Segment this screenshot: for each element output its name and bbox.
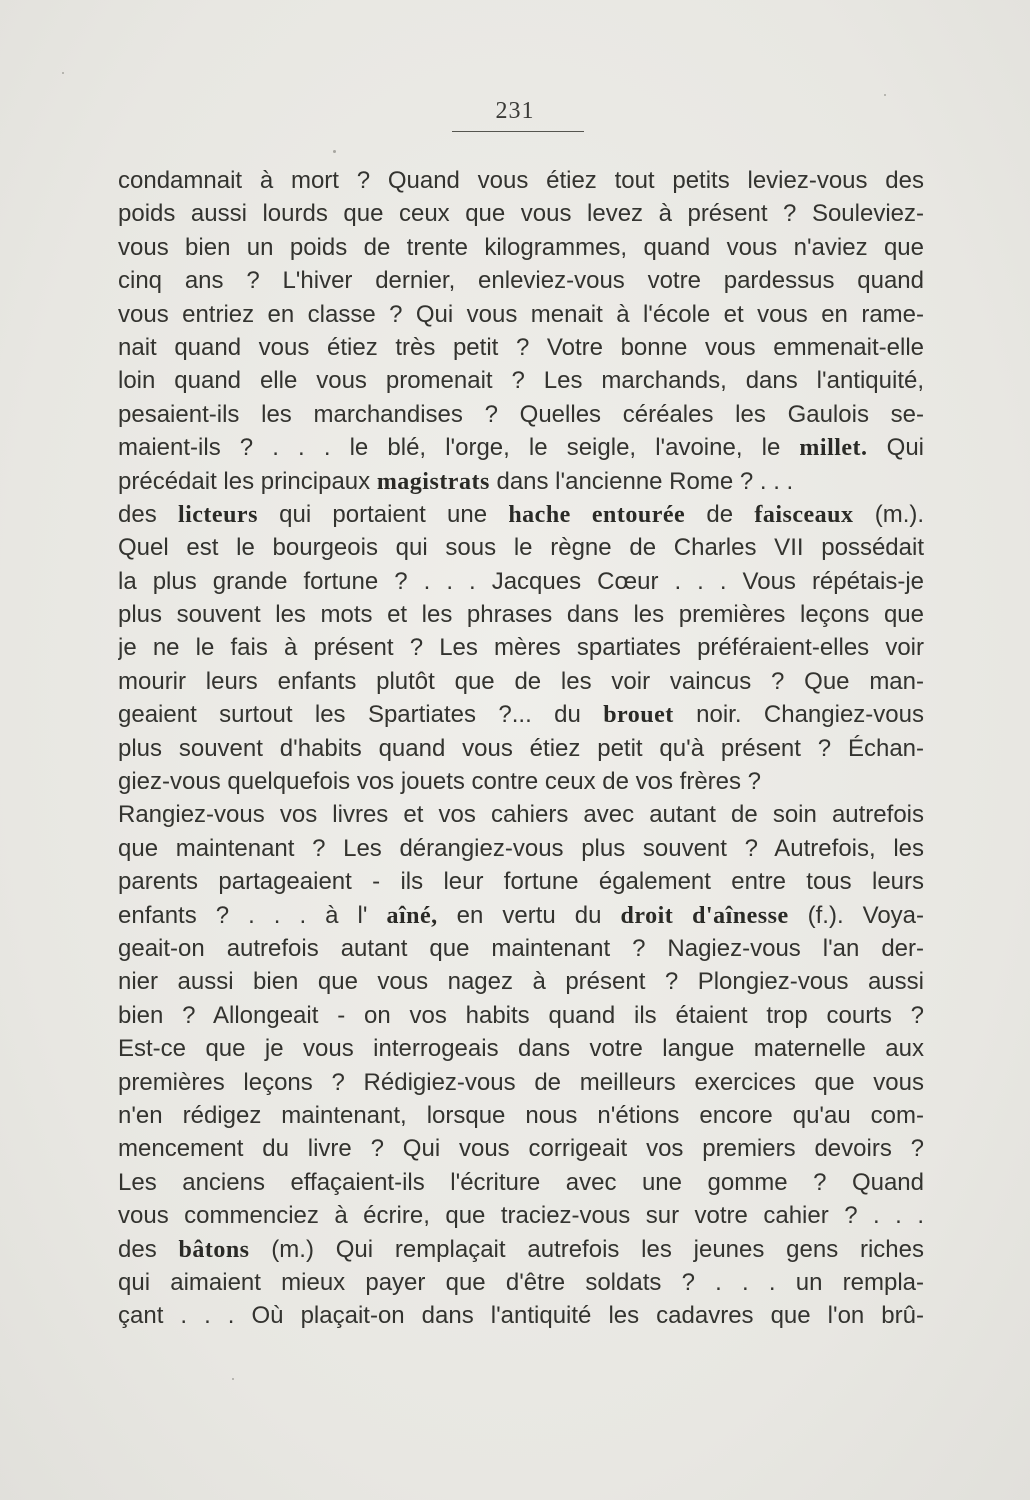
text-line: mencement du livre ? Qui vous corrigeait vos premiers devoirs ? [118, 1135, 924, 1163]
bold-term: faisceaux [754, 501, 854, 528]
text-line: condamnait à mort ? Quand vous étiez tout petits leviez-vous des [118, 167, 924, 194]
bold-term: magistrats [376, 468, 490, 495]
text-line: des bâtons (m.) Qui remplaçait autrefois les jeunes gens riches [118, 1235, 924, 1263]
paper-speck [62, 72, 64, 74]
bold-term: droit d'aînesse [620, 902, 789, 929]
text-line: des licteurs qui portaient une hache entourée de faisceaux (m.). [118, 500, 924, 528]
text-line: Les anciens effaçaient-ils l'écriture avec une gomme ? Quand [118, 1168, 924, 1196]
bold-term: millet. [799, 435, 868, 462]
bold-term: brouet [603, 702, 674, 729]
text-line: enfants ? . . . à l' aîné, en vertu du droit d'aînesse (f.). Voya- [118, 901, 924, 929]
bold-term: aîné, [386, 902, 438, 929]
text-line: vous entriez en classe ? Qui vous menait à l'école et vous en rame- [118, 300, 924, 328]
text-line: que maintenant ? Les dérangiez-vous plus souvent ? Autrefois, les [118, 834, 924, 862]
text-line: cinq ans ? L'hiver dernier, enleviez-vous votre pardessus quand [118, 267, 924, 295]
text-line: nait quand vous étiez très petit ? Votre bonne vous emmenait-elle [118, 333, 924, 361]
paper-speck [333, 150, 336, 153]
text-line: poids aussi lourds que ceux que vous levez à présent ? Souleviez- [118, 200, 924, 228]
text-line: maient-ils ? . . . le blé, l'orge, le seigle, l'avoine, le millet. Qui [118, 434, 924, 462]
text-line: je ne le fais à présent ? Les mères spartiates préféraient-elles voir [118, 634, 924, 662]
text-line: précédait les principaux magistrats dans l'ancienne Rome ? . . . [118, 467, 794, 495]
text-line: pesaient-ils les marchandises ? Quelles céréales les Gaulois se- [118, 400, 924, 428]
text-line: loin quand elle vous promenait ? Les marchands, dans l'antiquité, [118, 367, 924, 395]
text-line: mourir leurs enfants plutôt que de les voir vaincus ? Que man- [118, 667, 924, 695]
text-line: Est-ce que je vous interrogeais dans votre langue maternelle aux [118, 1035, 924, 1063]
body-text [118, 164, 924, 1333]
text-line: qui aimaient mieux payer que d'être soldats ? . . . un rempla- [118, 1268, 924, 1296]
text-line: giez-vous quelquefois vos jouets contre ceux de vos frères ? [118, 768, 762, 796]
text-line: vous commenciez à écrire, que traciez-vous sur votre cahier ? . . . [118, 1202, 924, 1230]
header-rule [452, 131, 584, 132]
text-line: bien ? Allongeait - on vos habits quand ils étaient trop courts ? [118, 1001, 924, 1029]
text-line: Quel est le bourgeois qui sous le règne de Charles VII possédait [118, 534, 924, 562]
text-line: n'en rédigez maintenant, lorsque nous n'étions encore qu'au com- [118, 1101, 924, 1129]
text-line: vous bien un poids de trente kilogrammes, quand vous n'aviez que [118, 233, 924, 261]
bold-term: bâtons [178, 1236, 250, 1263]
text-line: Rangiez-vous vos livres et vos cahiers avec autant de soin autrefois [118, 801, 924, 829]
text-line: premières leçons ? Rédigiez-vous de meilleurs exercices que vous [118, 1068, 924, 1096]
text-line: nier aussi bien que vous nagez à présent ? Plongiez-vous aussi [118, 968, 924, 996]
text-line: plus souvent les mots et les phrases dans les premières leçons que [118, 601, 924, 629]
paper-speck [884, 94, 886, 96]
page-number: 231 [495, 98, 535, 124]
paper-speck [232, 1378, 234, 1380]
bold-term: licteurs [177, 501, 258, 528]
text-line: geaient surtout les Spartiates ?... du brouet noir. Changiez-vous [118, 701, 924, 729]
bold-term: hache entourée [508, 501, 686, 528]
text-line: plus souvent d'habits quand vous étiez petit qu'à présent ? Échan- [118, 734, 924, 762]
text-line: la plus grande fortune ? . . . Jacques Cœur . . . Vous répétais-je [118, 567, 924, 595]
text-line: çant . . . Où plaçait-on dans l'antiquité les cadavres que l'on brû- [118, 1302, 924, 1330]
text-line: geait-on autrefois autant que maintenant ? Nagiez-vous l'an der- [118, 934, 924, 962]
text-line: parents partageaient - ils leur fortune également entre tous leurs [118, 868, 924, 896]
